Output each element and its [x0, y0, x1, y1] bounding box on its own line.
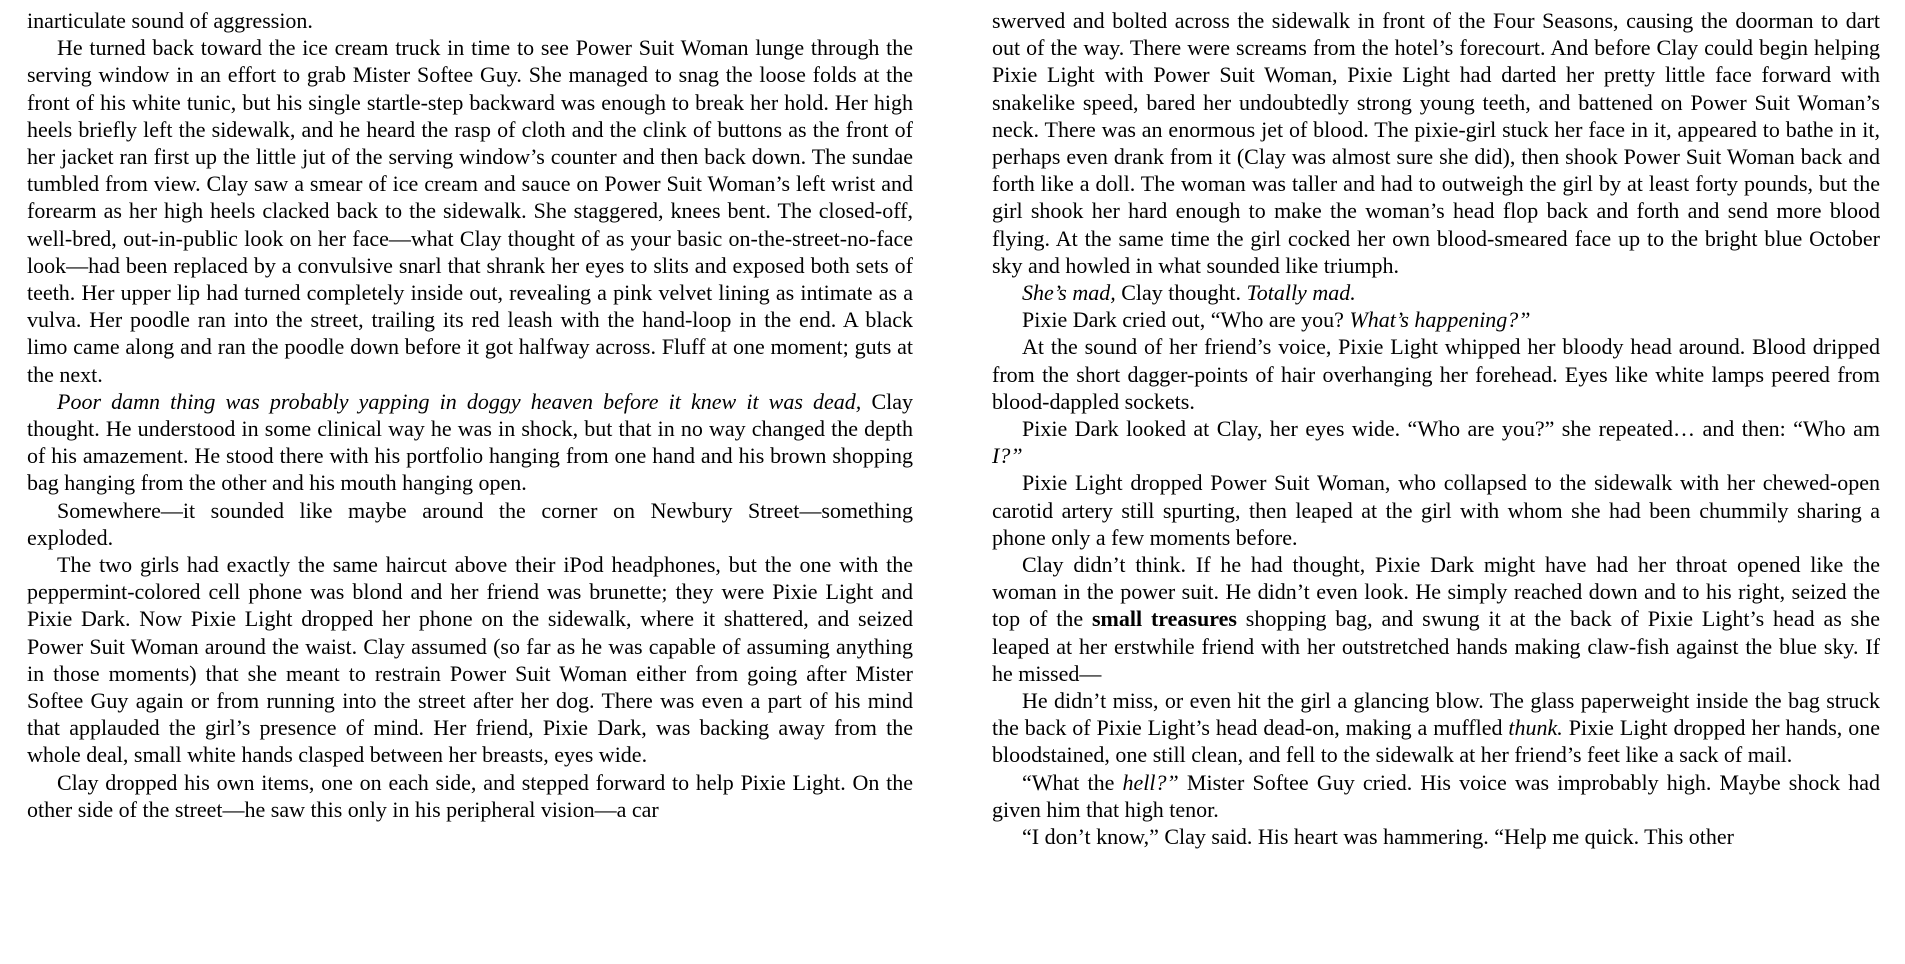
text-run-normal: swerved and bolted across the sidewalk in front of the Four Seasons, causing the doorman to dart out of the way. There were screams from the hotel’s forecourt. And before Clay could begin helping Pixie Light with Power Suit Woman, Pixie Light had darted her pretty little face forward with snakelike speed, bared her undoubtedly strong young teeth, and battened on Power Suit Woman’s neck. There was an enormous jet of blood. The pixie-girl stuck her face in it, appeared to bathe in it, perhaps even drank from it (Clay was almost sure she did), then shook Power Suit Woman back and forth like a doll. The woman was taller and had to outweigh the girl by at least forty pounds, but the girl shook her hard enough to make the woman’s head flop back and forth and send more blood flying. At the same time the girl cocked her own blood-smeared face up to the bright blue October sky and howled in what sounded like triumph.: [992, 8, 1880, 278]
paragraph: [27, 34, 913, 388]
text-run-normal: He turned back toward the ice cream truck in time to see Power Suit Woman lunge through the serving window in an effort to grab Mister Softee Guy. She managed to snag the loose folds at the front of his white tunic, but his single startle-step backward was enough to break her hold. Her high heels briefly left the sidewalk, and he heard the rasp of cloth and the clink of buttons as the front of her jacket ran first up the little jut of the serving window’s counter and then back down. The sundae tumbled from view. Clay saw a smear of ice cream and sauce on Power Suit Woman’s left wrist and forearm as her high heels clacked back to the sidewalk. She staggered, knees bent. The closed-off, well-bred, out-in-public look on her face—what Clay thought of as your basic on-the-street-no-face look—had been replaced by a convulsive snarl that shrank her eyes to slits and exposed both sets of teeth. Her upper lip had turned completely inside out, revealing a pink velvet lining as intimate as a vulva. Her poodle ran into the street, trailing its red leash with the hand-loop in the end. A black limo came along and ran the poodle down before it got halfway across. Fluff at one moment; guts at the next.: [27, 35, 913, 387]
text-run-italic: She’s mad,: [1022, 280, 1116, 306]
paragraph: [992, 333, 1880, 415]
text-run-normal: inarticulate sound of aggression.: [27, 8, 313, 33]
text-run-normal: Pixie Dark looked at Clay, her eyes wide. “Who are you?” she repeated… and then: “Who am: [1022, 416, 1880, 442]
text-run-italic: thunk.: [1508, 715, 1563, 741]
text-run-normal: “I don’t know,” Clay said. His heart was hammering. “Help me quick. This other: [1022, 824, 1734, 850]
text-run-bold: small treasures: [1091, 606, 1237, 632]
text-run-italic: Totally mad.: [1246, 280, 1356, 306]
paragraph: [992, 823, 1880, 850]
paragraph: [992, 7, 1880, 279]
text-run-normal: Mister Softee Guy cried. His voice was improbably high. Maybe shock had given him that high tenor.: [992, 769, 1880, 822]
text-run-normal: Somewhere—it sounded like maybe around the corner on Newbury Street—something exploded.: [27, 497, 913, 550]
left-page-text-column: [27, 7, 913, 823]
text-run-italic: Poor damn thing was probably yapping in doggy heaven before it knew it was dead,: [57, 388, 862, 414]
paragraph: [27, 7, 913, 34]
paragraph: [992, 415, 1880, 469]
paragraph: [27, 497, 913, 551]
text-run-normal: The two girls had exactly the same haircut above their iPod headphones, but the one with the peppermint-colored cell phone was blond and her friend was brunette; they were Pixie Light and Pixie Dark. Now Pixie Light dropped her phone on the sidewalk, where it shattered, and seized Power Suit Woman around the waist. Clay assumed (so far as he was capable of assuming anything in those moments) that she meant to restrain Power Suit Woman either from going after Mister Softee Guy again or from running into the street after her dog. There was even a part of his mind that applauded the girl’s presence of mind. Her friend, Pixie Dark, was backing away from the whole deal, small white hands clasped between her breasts, eyes wide.: [27, 552, 913, 768]
text-run-normal: He didn’t miss, or even hit the girl a glancing blow. The glass paperweight inside the bag struck the back of Pixie Light’s head dead-on, making a muffled: [992, 688, 1880, 741]
text-run-normal: At the sound of her friend’s voice, Pixie Light whipped her bloody head around. Blood dripped from the short dagger-points of hair overhanging her forehead. Eyes like white lamps peered from blood-dappled sockets.: [992, 334, 1880, 414]
text-run-normal: “What the: [1022, 769, 1123, 795]
paragraph: [992, 306, 1880, 333]
text-run-italic: What’s happening?”: [1349, 307, 1531, 333]
text-run-normal: Clay dropped his own items, one on each side, and stepped forward to help Pixie Light. On the other side of the street—he saw this only in his peripheral vision—a car: [27, 769, 913, 822]
paragraph: [992, 769, 1880, 823]
text-run-italic: hell?”: [1122, 769, 1179, 795]
paragraph: [27, 551, 913, 769]
paragraph: [992, 551, 1880, 687]
right-page-text-column: [992, 7, 1880, 850]
text-run-normal: Pixie Light dropped Power Suit Woman, who collapsed to the sidewalk with her chewed-open carotid artery still spurting, then leaped at the girl with whom she had been chummily sharing a phone only a few moments before.: [992, 470, 1880, 550]
text-run-normal: Clay thought.: [1115, 280, 1247, 306]
paragraph: [992, 469, 1880, 551]
text-run-italic: I?”: [992, 443, 1023, 469]
text-run-normal: Clay thought. He understood in some clinical way he was in shock, but that in no way changed the depth of his amazement. He stood there with his portfolio hanging from one hand and his brown shopping bag hanging from the other and his mouth hanging open.: [27, 388, 913, 496]
paragraph: [992, 687, 1880, 769]
paragraph: [27, 769, 913, 823]
text-run-normal: shopping bag, and swung it at the back of Pixie Light’s head as she leaped at her erstwhile friend with her outstretched hands making claw-fish against the blue sky. If he missed—: [992, 606, 1880, 686]
paragraph: [27, 388, 913, 497]
text-run-normal: Pixie Dark cried out, “Who are you?: [1022, 307, 1350, 333]
text-run-normal: Clay didn’t think. If he had thought, Pixie Dark might have had her throat opened like the woman in the power suit. He didn’t even look. He simply reached down and to his right, seized the top of the: [992, 552, 1880, 632]
paragraph: [992, 279, 1880, 306]
text-run-normal: Pixie Light dropped her hands, one bloodstained, one still clean, and fell to the sidewalk at her friend’s feet like a sack of mail.: [992, 715, 1880, 768]
